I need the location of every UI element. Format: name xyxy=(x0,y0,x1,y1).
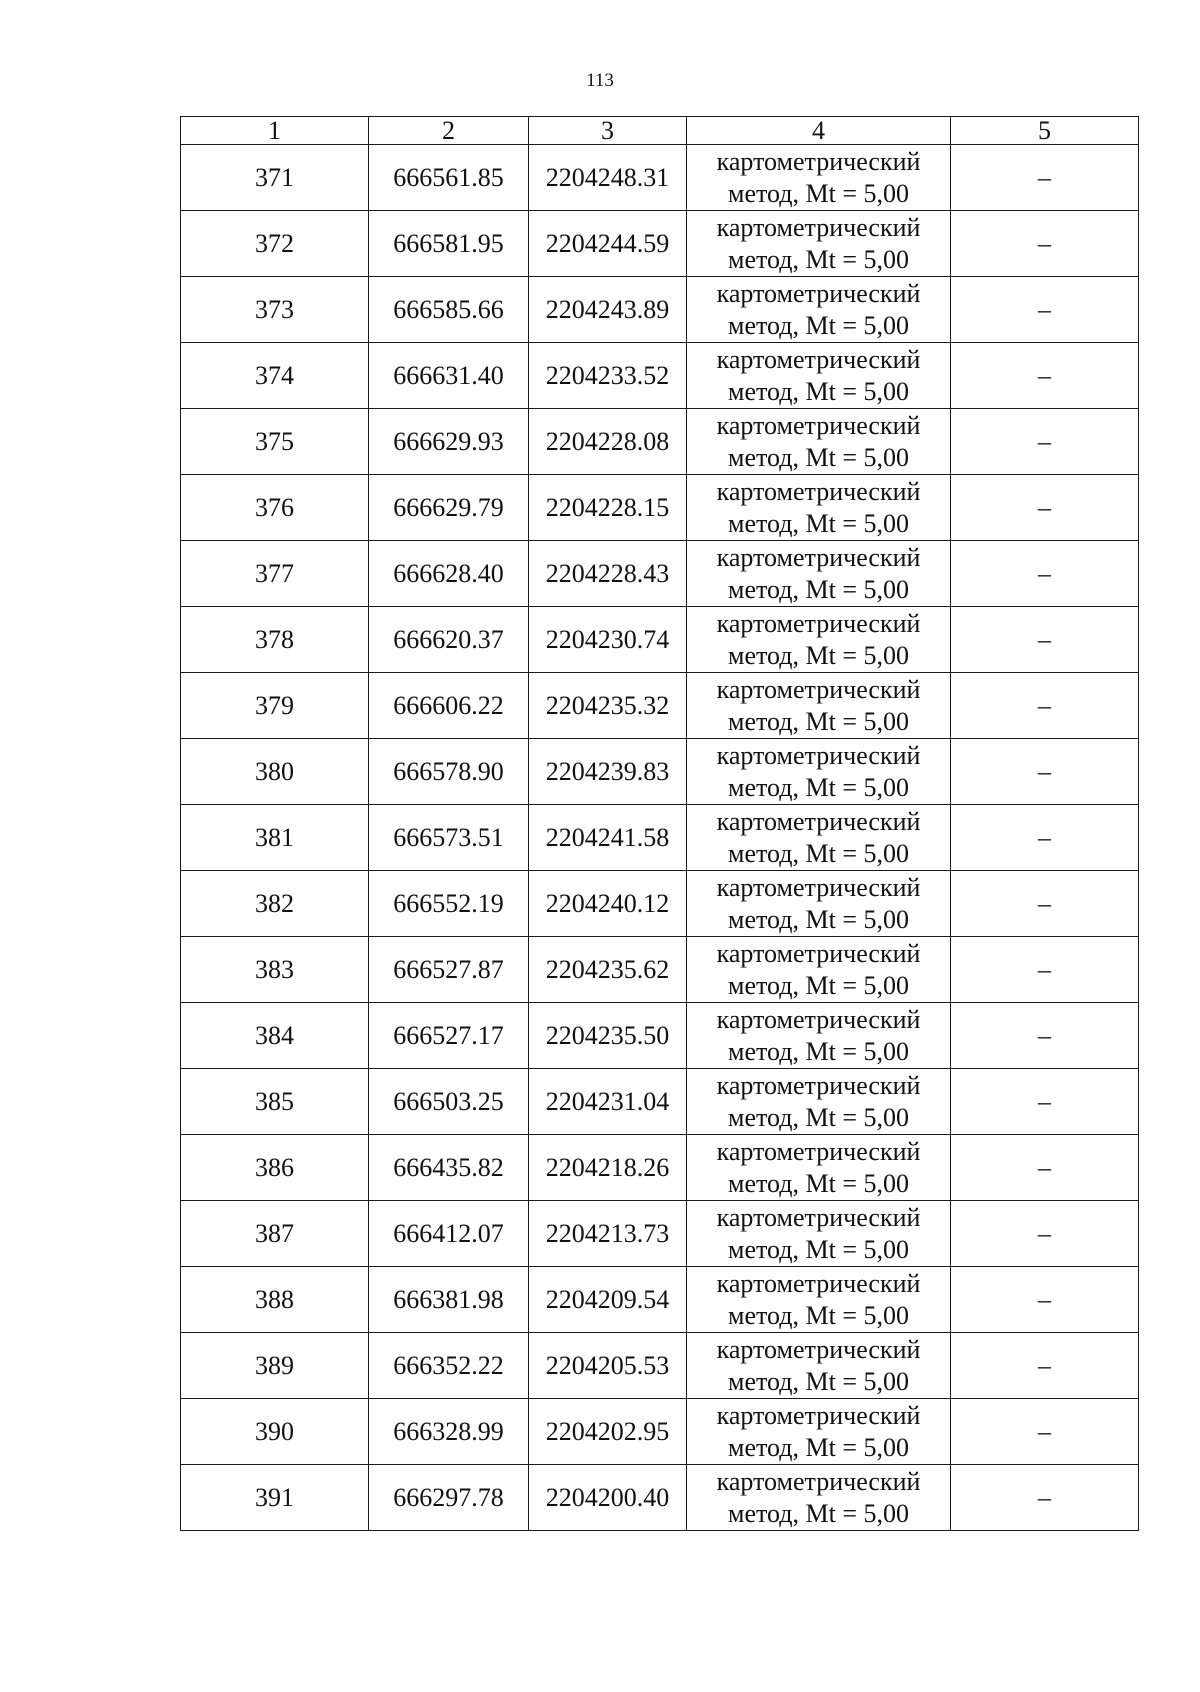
point-number-cell: 383 xyxy=(181,937,369,1003)
point-number-cell: 386 xyxy=(181,1135,369,1201)
x-coordinate-cell: 666561.85 xyxy=(369,145,529,211)
method-line-1: картометрический xyxy=(716,1004,921,1034)
table-row xyxy=(181,607,1139,673)
x-coordinate-cell: 666527.87 xyxy=(369,937,529,1003)
x-coordinate-cell: 666328.99 xyxy=(369,1399,529,1465)
method-cell xyxy=(687,1201,951,1267)
table-row xyxy=(181,937,1139,1003)
point-number-cell: 389 xyxy=(181,1333,369,1399)
x-coordinate-cell: 666629.93 xyxy=(369,409,529,475)
note-cell: – xyxy=(951,1465,1139,1531)
y-coordinate-cell: 2204205.53 xyxy=(529,1333,687,1399)
y-coordinate-cell: 2204200.40 xyxy=(529,1465,687,1531)
method-cell xyxy=(687,607,951,673)
note-cell: – xyxy=(951,1201,1139,1267)
table-row xyxy=(181,739,1139,805)
method-line-1: картометрический xyxy=(716,608,921,638)
method-line-2: метод, Mt = 5,00 xyxy=(728,772,909,802)
table-row xyxy=(181,1135,1139,1201)
point-number-cell: 373 xyxy=(181,277,369,343)
table-row xyxy=(181,211,1139,277)
table-row xyxy=(181,805,1139,871)
point-number-cell: 384 xyxy=(181,1003,369,1069)
method-line-1: картометрический xyxy=(716,1334,921,1364)
note-cell: – xyxy=(951,871,1139,937)
note-cell: – xyxy=(951,1333,1139,1399)
x-coordinate-cell: 666412.07 xyxy=(369,1201,529,1267)
method-line-2: метод, Mt = 5,00 xyxy=(728,178,909,208)
note-cell: – xyxy=(951,1003,1139,1069)
method-line-1: картометрический xyxy=(716,476,921,506)
note-cell: – xyxy=(951,1267,1139,1333)
x-coordinate-cell: 666573.51 xyxy=(369,805,529,871)
method-cell xyxy=(687,475,951,541)
x-coordinate-cell: 666435.82 xyxy=(369,1135,529,1201)
method-line-1: картометрический xyxy=(716,278,921,308)
table-row xyxy=(181,1465,1139,1531)
note-cell: – xyxy=(951,343,1139,409)
table-row xyxy=(181,1267,1139,1333)
method-line-1: картометрический xyxy=(716,740,921,770)
method-line-1: картометрический xyxy=(716,1400,921,1430)
method-line-1: картометрический xyxy=(716,212,921,242)
x-coordinate-cell: 666585.66 xyxy=(369,277,529,343)
method-line-2: метод, Mt = 5,00 xyxy=(728,442,909,472)
y-coordinate-cell: 2204218.26 xyxy=(529,1135,687,1201)
y-coordinate-cell: 2204235.62 xyxy=(529,937,687,1003)
table-row xyxy=(181,673,1139,739)
point-number-cell: 388 xyxy=(181,1267,369,1333)
method-cell xyxy=(687,277,951,343)
method-line-1: картометрический xyxy=(716,872,921,902)
point-number-cell: 376 xyxy=(181,475,369,541)
method-line-1: картометрический xyxy=(716,806,921,836)
note-cell: – xyxy=(951,145,1139,211)
method-line-1: картометрический xyxy=(716,146,921,176)
method-line-2: метод, Mt = 5,00 xyxy=(728,1234,909,1264)
y-coordinate-cell: 2204228.08 xyxy=(529,409,687,475)
method-cell xyxy=(687,541,951,607)
y-coordinate-cell: 2204241.58 xyxy=(529,805,687,871)
table-row xyxy=(181,1399,1139,1465)
column-header-3: 3 xyxy=(529,117,687,145)
method-cell xyxy=(687,409,951,475)
x-coordinate-cell: 666606.22 xyxy=(369,673,529,739)
column-header-4: 4 xyxy=(687,117,951,145)
point-number-cell: 382 xyxy=(181,871,369,937)
note-cell: – xyxy=(951,277,1139,343)
y-coordinate-cell: 2204228.15 xyxy=(529,475,687,541)
x-coordinate-cell: 666581.95 xyxy=(369,211,529,277)
method-line-2: метод, Mt = 5,00 xyxy=(728,1036,909,1066)
y-coordinate-cell: 2204231.04 xyxy=(529,1069,687,1135)
method-line-2: метод, Mt = 5,00 xyxy=(728,1300,909,1330)
method-line-2: метод, Mt = 5,00 xyxy=(728,970,909,1000)
column-header-1: 1 xyxy=(181,117,369,145)
x-coordinate-cell: 666297.78 xyxy=(369,1465,529,1531)
y-coordinate-cell: 2204243.89 xyxy=(529,277,687,343)
point-number-cell: 372 xyxy=(181,211,369,277)
x-coordinate-cell: 666552.19 xyxy=(369,871,529,937)
note-cell: – xyxy=(951,805,1139,871)
method-line-2: метод, Mt = 5,00 xyxy=(728,1366,909,1396)
method-line-1: картометрический xyxy=(716,938,921,968)
table-row xyxy=(181,475,1139,541)
note-cell: – xyxy=(951,211,1139,277)
note-cell: – xyxy=(951,607,1139,673)
note-cell: – xyxy=(951,673,1139,739)
point-number-cell: 380 xyxy=(181,739,369,805)
table-row xyxy=(181,277,1139,343)
method-cell xyxy=(687,937,951,1003)
method-line-2: метод, Mt = 5,00 xyxy=(728,640,909,670)
method-cell xyxy=(687,739,951,805)
method-line-1: картометрический xyxy=(716,674,921,704)
point-number-cell: 374 xyxy=(181,343,369,409)
x-coordinate-cell: 666503.25 xyxy=(369,1069,529,1135)
method-cell xyxy=(687,1333,951,1399)
method-line-2: метод, Mt = 5,00 xyxy=(728,1498,909,1528)
page-number: 113 xyxy=(586,70,614,91)
x-coordinate-cell: 666527.17 xyxy=(369,1003,529,1069)
y-coordinate-cell: 2204239.83 xyxy=(529,739,687,805)
method-cell xyxy=(687,1069,951,1135)
method-line-1: картометрический xyxy=(716,1070,921,1100)
point-number-cell: 379 xyxy=(181,673,369,739)
point-number-cell: 378 xyxy=(181,607,369,673)
y-coordinate-cell: 2204233.52 xyxy=(529,343,687,409)
method-line-2: метод, Mt = 5,00 xyxy=(728,508,909,538)
method-line-2: метод, Mt = 5,00 xyxy=(728,310,909,340)
table-row xyxy=(181,871,1139,937)
method-line-1: картометрический xyxy=(716,1268,921,1298)
note-cell: – xyxy=(951,1135,1139,1201)
method-cell xyxy=(687,1465,951,1531)
method-line-1: картометрический xyxy=(716,1202,921,1232)
method-line-2: метод, Mt = 5,00 xyxy=(728,1432,909,1462)
table-row xyxy=(181,343,1139,409)
y-coordinate-cell: 2204213.73 xyxy=(529,1201,687,1267)
method-cell xyxy=(687,343,951,409)
method-line-2: метод, Mt = 5,00 xyxy=(728,904,909,934)
table-row xyxy=(181,1201,1139,1267)
x-coordinate-cell: 666352.22 xyxy=(369,1333,529,1399)
method-line-1: картометрический xyxy=(716,1466,921,1496)
point-number-cell: 375 xyxy=(181,409,369,475)
y-coordinate-cell: 2204230.74 xyxy=(529,607,687,673)
method-line-1: картометрический xyxy=(716,542,921,572)
x-coordinate-cell: 666631.40 xyxy=(369,343,529,409)
method-cell xyxy=(687,145,951,211)
point-number-cell: 387 xyxy=(181,1201,369,1267)
method-cell xyxy=(687,211,951,277)
method-line-1: картометрический xyxy=(716,344,921,374)
note-cell: – xyxy=(951,1069,1139,1135)
note-cell: – xyxy=(951,937,1139,1003)
y-coordinate-cell: 2204248.31 xyxy=(529,145,687,211)
x-coordinate-cell: 666629.79 xyxy=(369,475,529,541)
x-coordinate-cell: 666628.40 xyxy=(369,541,529,607)
note-cell: – xyxy=(951,739,1139,805)
y-coordinate-cell: 2204202.95 xyxy=(529,1399,687,1465)
point-number-cell: 377 xyxy=(181,541,369,607)
point-number-cell: 371 xyxy=(181,145,369,211)
method-line-2: метод, Mt = 5,00 xyxy=(728,376,909,406)
table-row xyxy=(181,1333,1139,1399)
coordinates-table xyxy=(180,116,1139,1531)
table-row xyxy=(181,1069,1139,1135)
column-header-5: 5 xyxy=(951,117,1139,145)
method-cell xyxy=(687,1135,951,1201)
note-cell: – xyxy=(951,1399,1139,1465)
method-line-1: картометрический xyxy=(716,410,921,440)
point-number-cell: 381 xyxy=(181,805,369,871)
point-number-cell: 391 xyxy=(181,1465,369,1531)
method-line-2: метод, Mt = 5,00 xyxy=(728,1168,909,1198)
x-coordinate-cell: 666381.98 xyxy=(369,1267,529,1333)
table-row xyxy=(181,145,1139,211)
method-line-2: метод, Mt = 5,00 xyxy=(728,244,909,274)
method-cell xyxy=(687,673,951,739)
y-coordinate-cell: 2204228.43 xyxy=(529,541,687,607)
y-coordinate-cell: 2204235.32 xyxy=(529,673,687,739)
table-row xyxy=(181,409,1139,475)
note-cell: – xyxy=(951,475,1139,541)
point-number-cell: 390 xyxy=(181,1399,369,1465)
method-line-2: метод, Mt = 5,00 xyxy=(728,838,909,868)
table-row xyxy=(181,541,1139,607)
note-cell: – xyxy=(951,541,1139,607)
method-cell xyxy=(687,1267,951,1333)
x-coordinate-cell: 666620.37 xyxy=(369,607,529,673)
y-coordinate-cell: 2204240.12 xyxy=(529,871,687,937)
column-header-2: 2 xyxy=(369,117,529,145)
table-body xyxy=(181,145,1139,1531)
method-cell xyxy=(687,1399,951,1465)
y-coordinate-cell: 2204244.59 xyxy=(529,211,687,277)
method-line-2: метод, Mt = 5,00 xyxy=(728,706,909,736)
point-number-cell: 385 xyxy=(181,1069,369,1135)
y-coordinate-cell: 2204235.50 xyxy=(529,1003,687,1069)
table-row xyxy=(181,1003,1139,1069)
method-line-2: метод, Mt = 5,00 xyxy=(728,1102,909,1132)
method-line-1: картометрический xyxy=(716,1136,921,1166)
x-coordinate-cell: 666578.90 xyxy=(369,739,529,805)
method-cell xyxy=(687,1003,951,1069)
method-line-2: метод, Mt = 5,00 xyxy=(728,574,909,604)
y-coordinate-cell: 2204209.54 xyxy=(529,1267,687,1333)
header-row xyxy=(181,117,1139,145)
note-cell: – xyxy=(951,409,1139,475)
method-cell xyxy=(687,805,951,871)
method-cell xyxy=(687,871,951,937)
